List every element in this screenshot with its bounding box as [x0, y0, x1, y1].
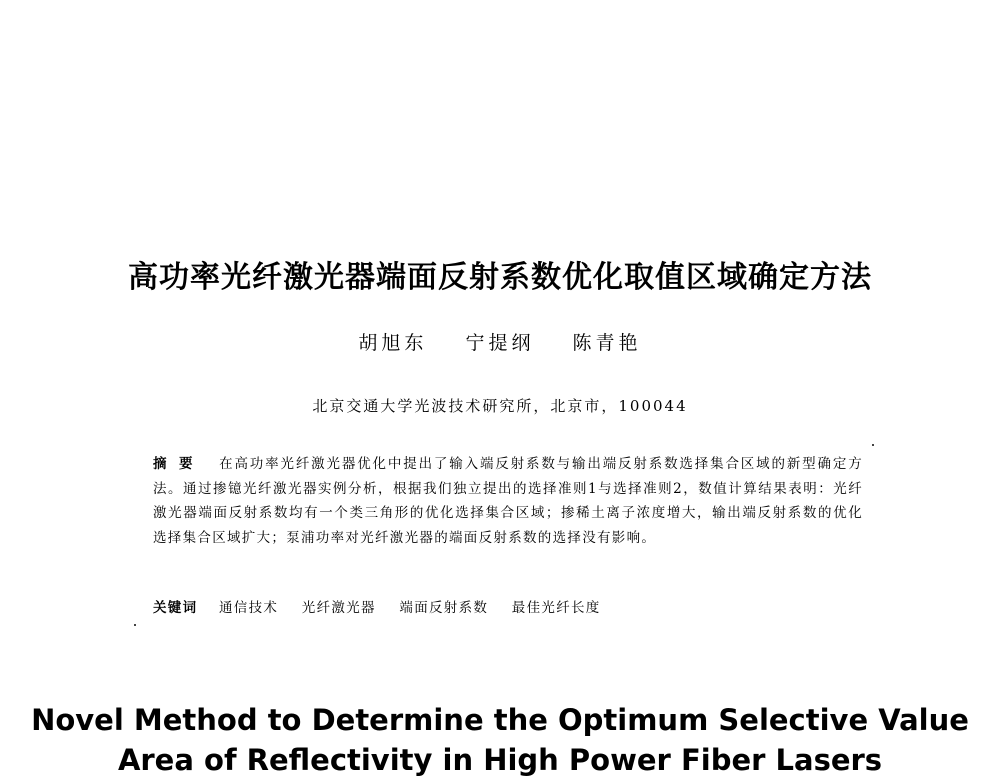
- keyword: 通信技术: [219, 600, 279, 616]
- scan-speck: [872, 444, 874, 446]
- abstract-text: 在高功率光纤激光器优化中提出了输入端反射系数与输出端反射系数选择集合区域的新型确定方法。通过掺镱光纤激光器实例分析，根据我们独立提出的选择准则1与选择准则2，数值计算结果表明：光纤激光器端面反射系数均有一个类三角形的优化选择集合区域；掺稀土离子浓度增大，输出端反射系数的优化选择集合区域扩大；泵浦功率对光纤激光器的端面反射系数的选择没有影响。: [153, 456, 863, 546]
- english-title-line-1: Novel Method to Determine the Optimum Selective Value: [31, 703, 969, 737]
- abstract: [153, 452, 863, 550]
- paper-title-chinese: 高功率光纤激光器端面反射系数优化取值区域确定方法: [128, 260, 872, 295]
- affiliation: 北京交通大学光波技术研究所，北京市，100044: [312, 397, 688, 415]
- abstract-label: 摘要: [153, 456, 206, 472]
- keyword: 光纤激光器: [301, 600, 376, 616]
- keyword: 最佳光纤长度: [511, 600, 601, 616]
- keywords-label: 关键词: [153, 600, 198, 616]
- keywords-line: [153, 596, 863, 616]
- english-title-line-2: Area of Reflectivity in High Power Fiber Lasers: [117, 743, 883, 777]
- author-list: [0, 328, 1000, 355]
- scan-speck: [134, 624, 136, 626]
- author-name: 胡旭东: [358, 332, 428, 354]
- keyword: 端面反射系数: [399, 600, 489, 616]
- paper-title-english: [0, 700, 1000, 780]
- author-name: 陈青艳: [572, 332, 642, 354]
- author-name: 宁提纲: [465, 332, 535, 354]
